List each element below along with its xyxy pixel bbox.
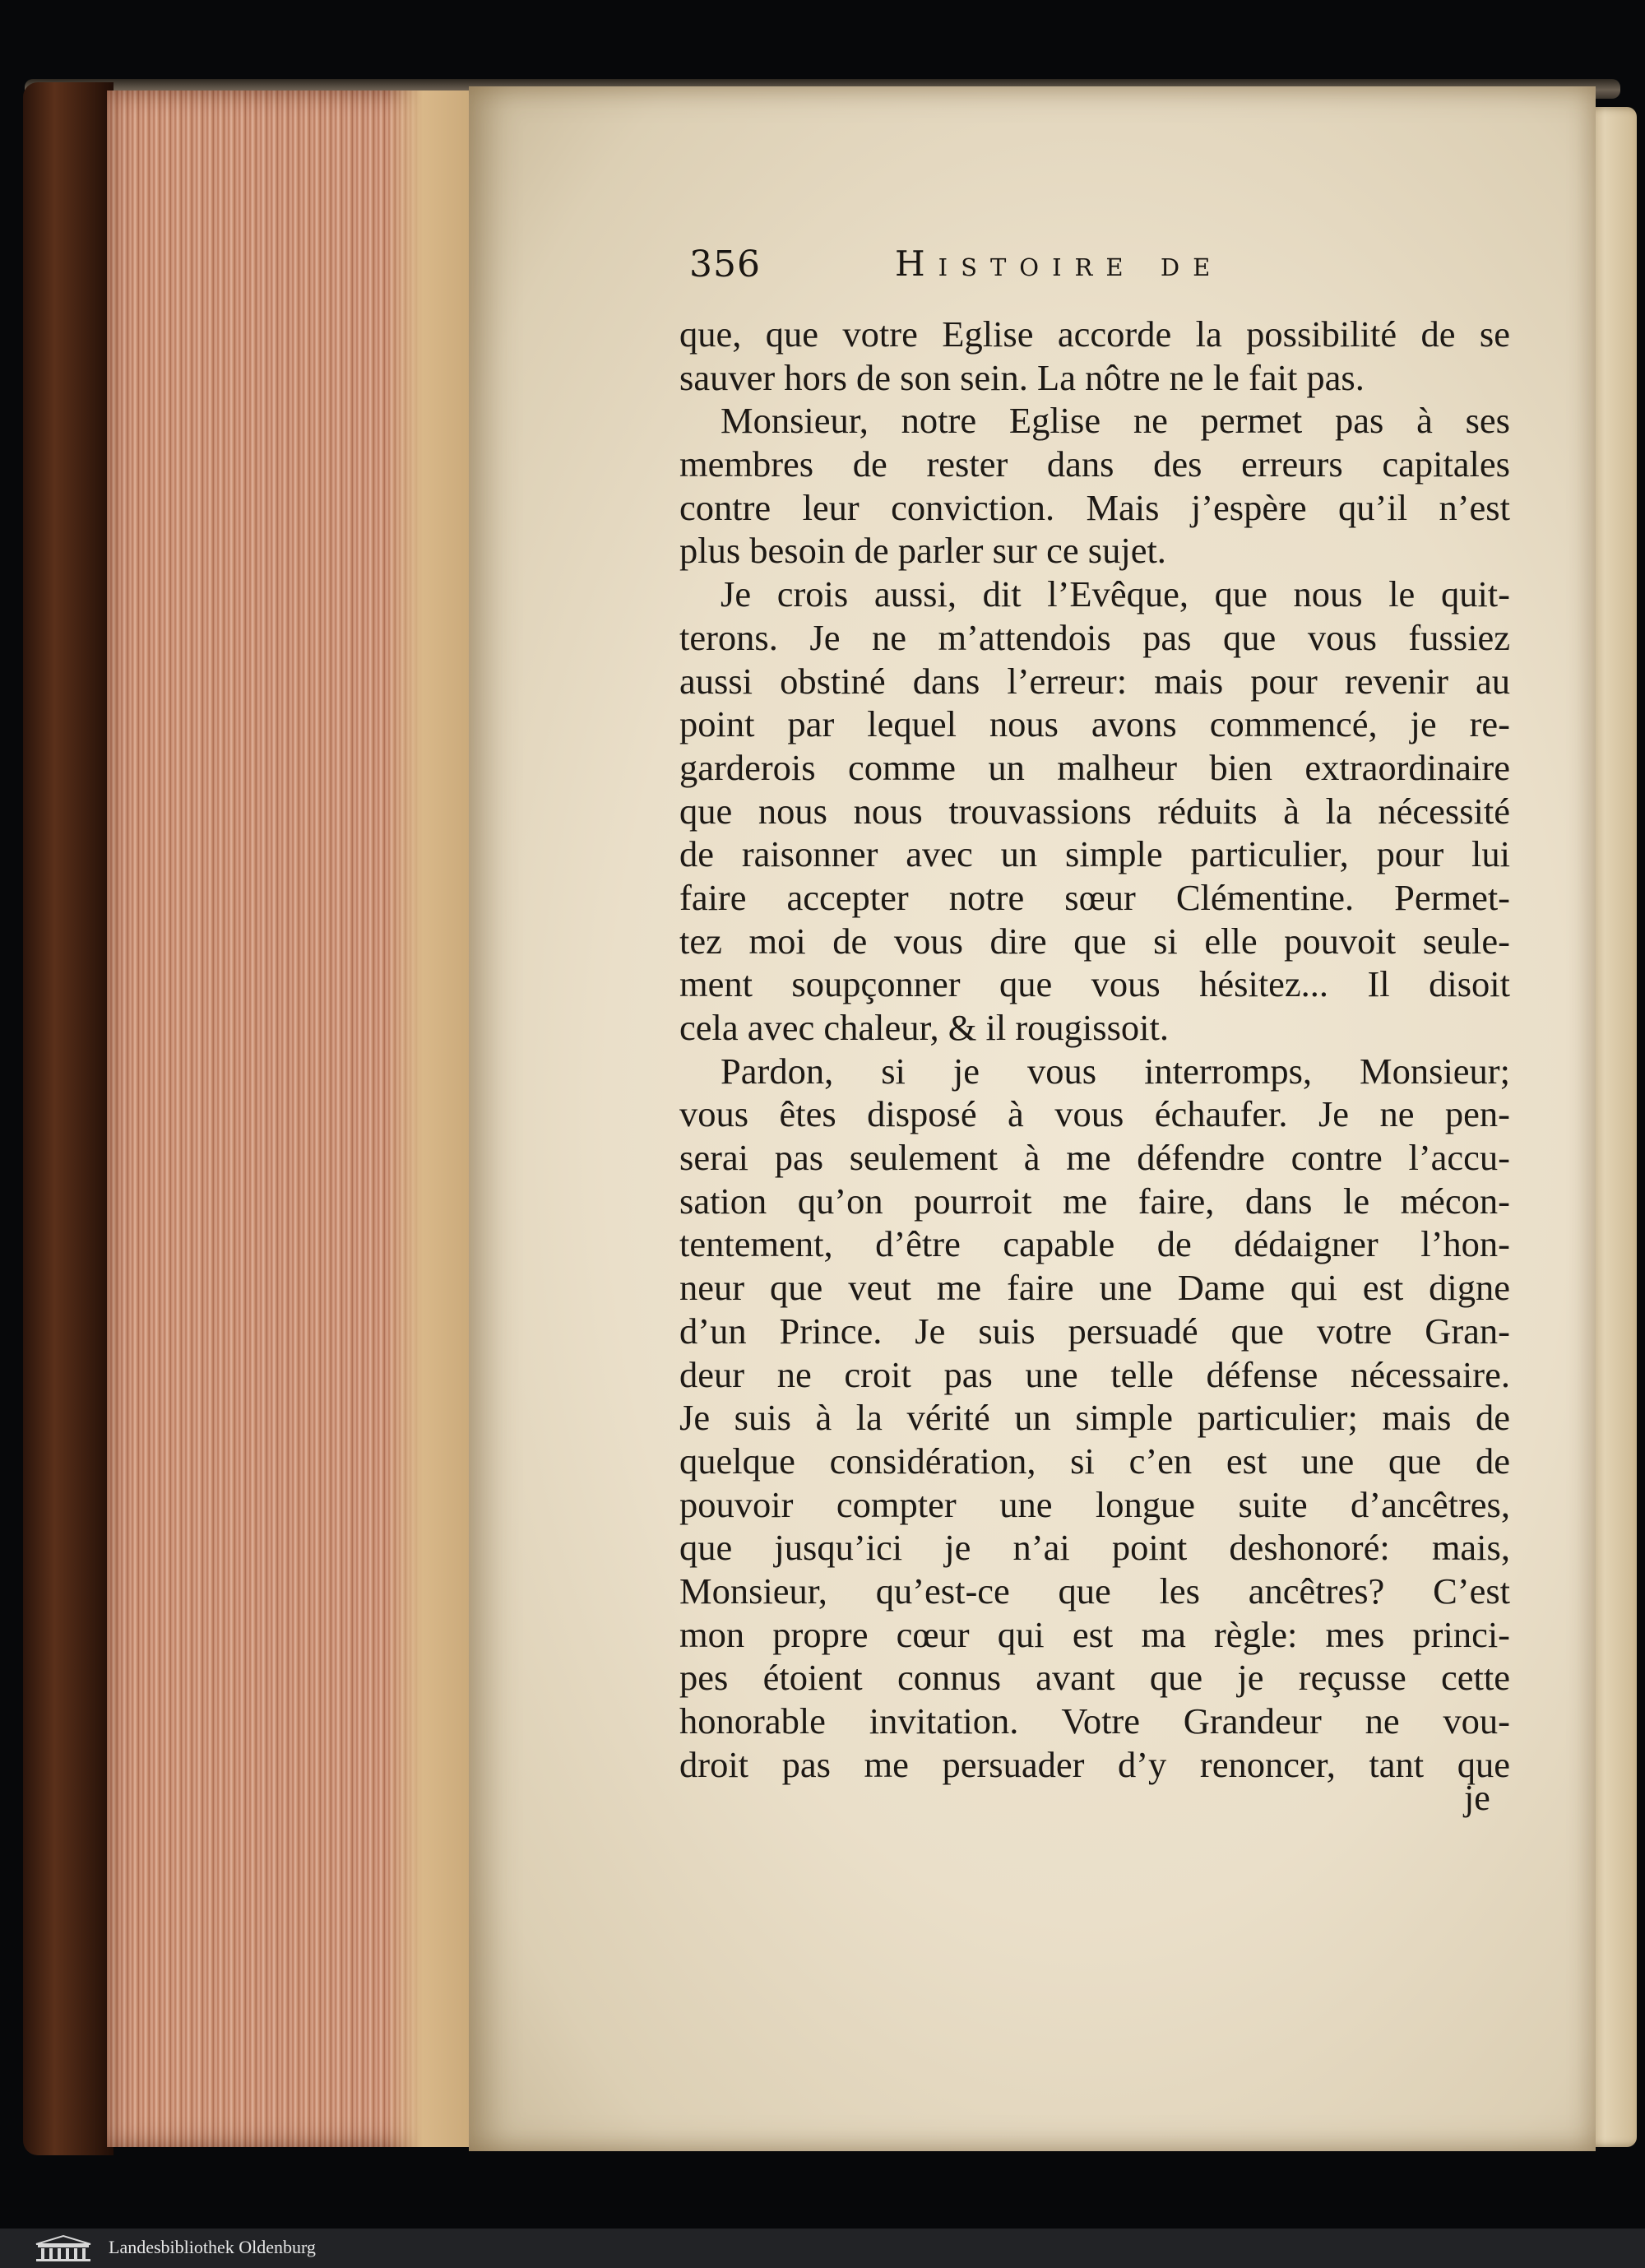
- text-line: que jusqu’ici je n’ai point deshonoré: mais,: [679, 1527, 1510, 1569]
- text-line: membres de rester dans des erreurs capitales: [679, 443, 1510, 485]
- text-line: faire accepter notre sœur Clémentine. Permet-: [679, 876, 1510, 918]
- text-line: deur ne croit pas une telle défense nécessaire.: [679, 1353, 1510, 1395]
- page-block-shade: [387, 90, 477, 2147]
- text-line: tentement, d’être capable de dédaigner l’hon-: [679, 1223, 1510, 1265]
- text-line: mon propre cœur qui est ma règle: mes princi-: [679, 1613, 1510, 1655]
- text-line: que nous nous trouvassions réduits à la nécessité: [679, 790, 1510, 832]
- library-building-icon: [33, 2234, 94, 2262]
- text-line: contre leur conviction. Mais j’espère qu’il n’est: [679, 486, 1510, 528]
- text-line: cela avec chaleur, & il rougissoit.: [679, 1007, 1170, 1048]
- running-title: Histoire de: [895, 243, 1224, 284]
- text-line: sauver hors de son sein. La nôtre ne le fait pas.: [679, 356, 1365, 398]
- text-line: vous êtes disposé à vous échaufer. Je ne pen-: [679, 1093, 1510, 1135]
- text-line: quelque considération, si c’en est une que de: [679, 1440, 1510, 1482]
- body-text: [679, 313, 1510, 1786]
- text-line: Pardon, si je vous interromps, Monsieur;: [721, 1050, 1510, 1092]
- text-line: aussi obstiné dans l’erreur: mais pour revenir au: [679, 660, 1510, 702]
- text-line: d’un Prince. Je suis persuadé que votre Gran-: [679, 1310, 1510, 1352]
- text-line: terons. Je ne m’attendois pas que vous fussiez: [679, 616, 1510, 658]
- text-line: neur que veut me faire une Dame qui est digne: [679, 1267, 1510, 1309]
- text-line: honorable invitation. Votre Grandeur ne vou-: [679, 1700, 1510, 1742]
- catchword: je: [1464, 1778, 1490, 1818]
- text-line: que, que votre Eglise accorde la possibilité de se: [679, 313, 1510, 355]
- text-line: de raisonner avec un simple particulier, pour lui: [679, 833, 1510, 875]
- text-line: garderois comme un malheur bien extraordinaire: [679, 746, 1510, 788]
- text-line: pes étoient connus avant que je reçusse cette: [679, 1657, 1510, 1699]
- text-line: droit pas me persuader d’y renoncer, tant que: [679, 1743, 1510, 1785]
- text-line: Je suis à la vérité un simple particulier; mais de: [679, 1397, 1510, 1439]
- text-line: ment soupçonner que vous hésitez... Il disoit: [679, 963, 1510, 1005]
- text-line: Je crois aussi, dit l’Evêque, que nous le quit-: [721, 573, 1510, 615]
- text-line: serai pas seulement à me défendre contre l’accu-: [679, 1137, 1510, 1179]
- text-line: sation qu’on pourroit me faire, dans le mécon-: [679, 1180, 1510, 1222]
- text-line: tez moi de vous dire que si elle pouvoit seule-: [679, 920, 1510, 962]
- book-cover-spine: [23, 82, 114, 2155]
- text-line: pouvoir compter une longue suite d’ancêtres,: [679, 1483, 1510, 1525]
- text-line: Monsieur, notre Eglise ne permet pas à ses: [721, 400, 1510, 442]
- library-name: Landesbibliothek Oldenburg: [109, 2237, 316, 2257]
- text-line: Monsieur, qu’est-ce que les ancêtres? C’est: [679, 1570, 1510, 1612]
- page-number: 356: [689, 243, 761, 285]
- text-line: point par lequel nous avons commencé, je re-: [679, 703, 1510, 745]
- page-header: [689, 243, 1495, 290]
- text-line: plus besoin de parler sur ce sujet.: [679, 530, 1166, 572]
